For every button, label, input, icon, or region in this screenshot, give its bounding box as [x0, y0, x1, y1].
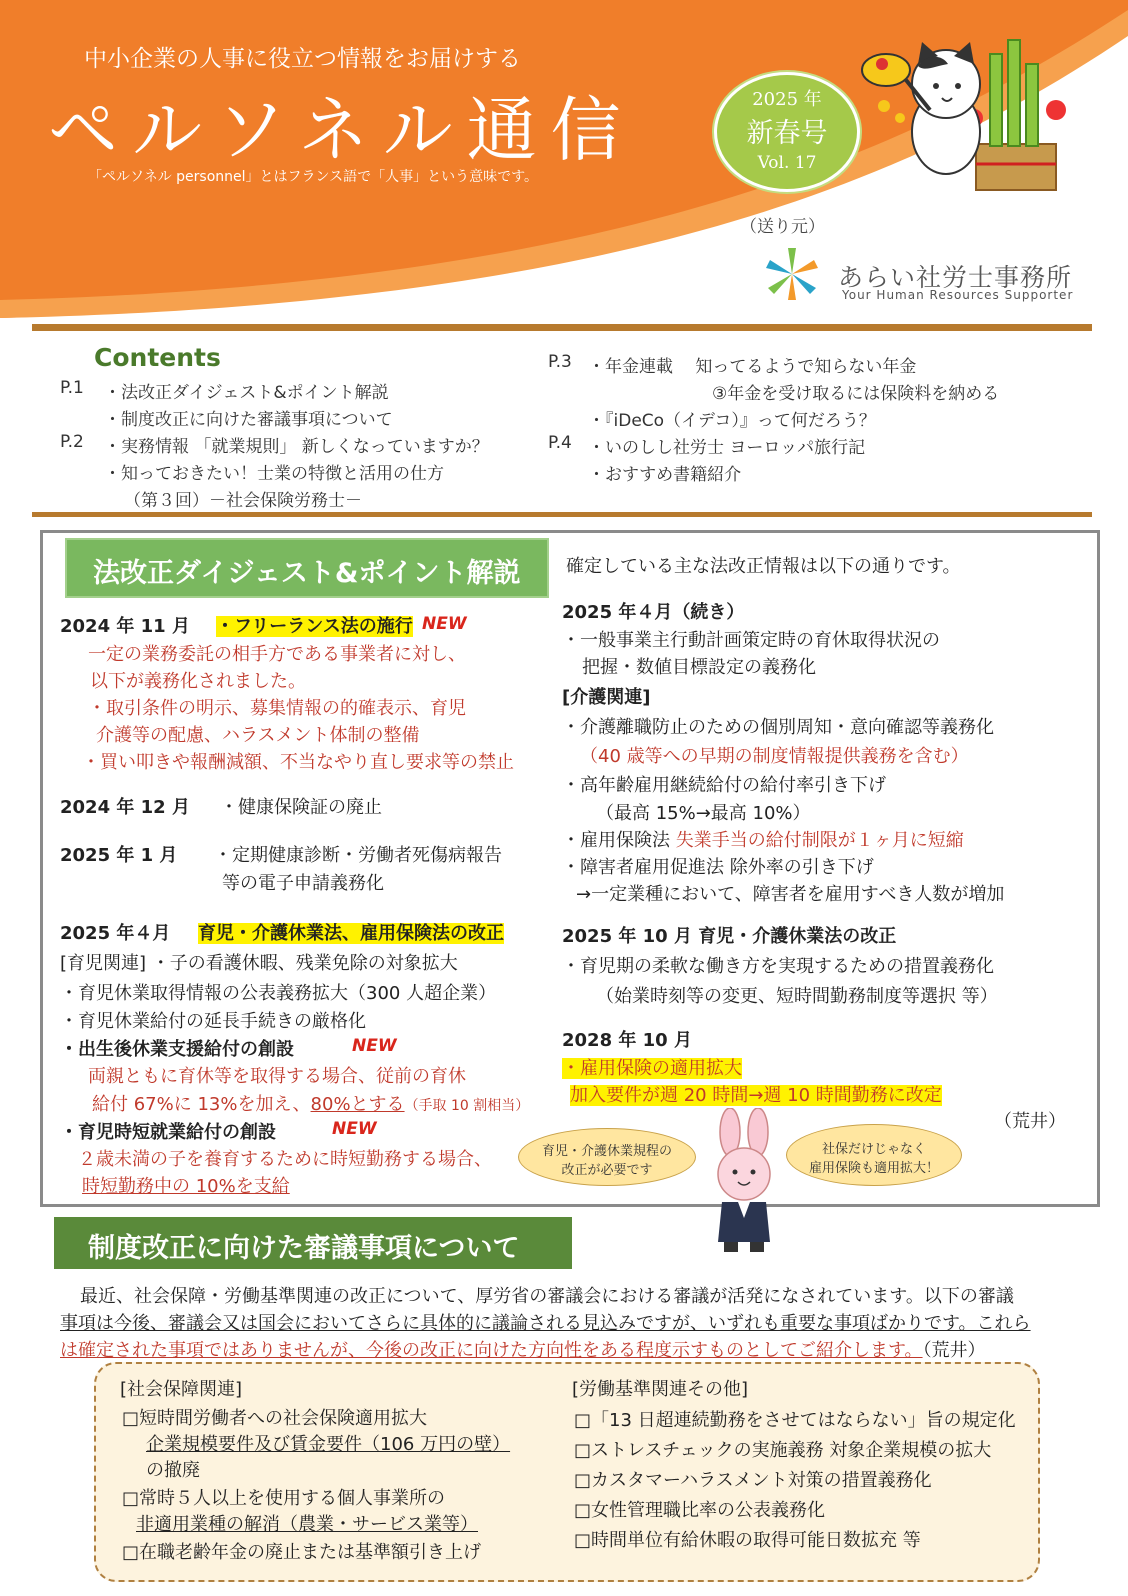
childcare-desc-2a: 給付 67%に 13%を加え、 [92, 1094, 311, 1115]
employment-insurance-change: 失業手当の給付制限が１ヶ月に短縮 [675, 830, 964, 851]
review-para-1: 最近、社会保障・労働基準関連の改正について、厚労省の審議会における審議が活発になされています。以下の審議 [80, 1286, 1014, 1307]
divider-bottom [32, 512, 1092, 517]
toc-left-item-5: （第３回）－社会保険労務士－ [124, 491, 362, 511]
review-author: （荒井） [922, 1340, 986, 1361]
law-digest-heading: 法改正ダイジェスト&ポイント解説 [65, 538, 549, 598]
contents-heading: Contents [94, 343, 221, 372]
labor-item-1: □「13 日超連続勤務をさせてはならない」旨の規定化 [574, 1410, 1016, 1431]
labor-item-2: □ストレスチェックの実施義務 対象企業規模の拡大 [574, 1440, 992, 1461]
freelance-desc-3: ・取引条件の明示、募集情報の的確表示、育児 [88, 698, 466, 719]
e-filing-2: 等の電子申請義務化 [222, 873, 384, 894]
toc-right-item-3: ・『iDeCo（イデコ）』って何だろう？ [588, 411, 876, 431]
sender-label: （送り元） [740, 217, 825, 237]
issue-volume: Vol. 17 [757, 153, 817, 173]
plan-item-2: 把握・数値目標設定の義務化 [582, 657, 816, 678]
toc-right-item-1: ・年金連載 知ってるようで知らない年金 [588, 357, 917, 377]
freelance-desc-5: ・買い叩きや報酬減額、不当なやり直し要求等の禁止 [82, 752, 514, 773]
childcare-desc-2c: （手取 10 割相当） [404, 1098, 530, 1114]
labor-standards-heading: [労働基準関連その他] [572, 1379, 749, 1400]
childcare-desc-4: 時短勤務中の 10%を支給 [82, 1176, 290, 1197]
bubble-right-line-1: 社保だけじゃなく [821, 1142, 926, 1157]
law-intro: 確定している主な法改正情報は以下の通りです。 [566, 556, 961, 577]
toc-left-page-2: P.2 [60, 432, 84, 452]
childcare-item-1: [育児関連] ・子の看護休暇、残業免除の対象拡大 [60, 953, 458, 974]
office-name: あらい社労士事務所 [838, 263, 1073, 292]
law-author: （荒井） [994, 1111, 1066, 1132]
office-tagline: Your Human Resources Supporter [842, 288, 1074, 302]
childcare-law-title: 育児・介護休業法、雇用保険法の改正 [198, 923, 504, 944]
law-date-2028-10: 2028 年 10 月 [562, 1030, 692, 1051]
social-security-item-2: 企業規模要件及び賃金要件（106 万円の壁） [146, 1434, 511, 1455]
new-badge: NEW [352, 1036, 397, 1056]
toc-left-page-1: P.1 [60, 378, 84, 398]
social-security-item-6: □在職老齢年金の廃止または基準額引き上げ [122, 1542, 482, 1563]
childcare-desc-3: ２歳未満の子を養育するために時短勤務する場合、 [78, 1149, 492, 1170]
health-card-abolition: ・健康保険証の廃止 [220, 797, 382, 818]
senior-benefit-1: ・高年齢雇用継続給付の給付率引き下げ [562, 775, 886, 796]
new-badge: NEW [422, 614, 467, 634]
bubble-right-line-2: 雇用保険も適用拡大！ [808, 1161, 939, 1176]
freelance-law-title: ・フリーランス法の施行 [216, 616, 413, 637]
issue-year: 2025 年 [752, 89, 822, 110]
law-date-2025-01: 2025 年 1 月 [60, 845, 178, 866]
social-security-item-3: の撤廃 [146, 1460, 200, 1481]
law-date-2024-12: 2024 年 12 月 [60, 797, 190, 818]
senior-benefit-2: （最高 15%→最高 10%） [596, 803, 811, 824]
plan-item-1: ・一般事業主行動計画策定時の育休取得状況の [562, 630, 940, 651]
speech-bubble-left [518, 1128, 696, 1186]
new-year-cat-illustration [856, 14, 1092, 204]
issue-name: 新春号 [746, 118, 828, 149]
rabbit-mascot-illustration [700, 1108, 788, 1254]
childcare-item-2: ・育児休業取得情報の公表義務拡大（300 人超企業） [60, 983, 497, 1004]
issue-badge [714, 72, 860, 192]
flex-work-item-1: ・育児期の柔軟な働き方を実現するための措置義務化 [562, 956, 994, 977]
law-date-2025-10: 2025 年 10 月 育児・介護休業法の改正 [562, 926, 897, 947]
coverage-item-1: ・雇用保険の適用拡大 [562, 1058, 742, 1079]
law-date-2025-04: 2025 年４月 [60, 923, 171, 944]
childcare-desc-1: 両親ともに育休等を取得する場合、従前の育休 [88, 1066, 466, 1087]
review-heading: 制度改正に向けた審議事項について [54, 1217, 572, 1269]
e-filing-1: ・定期健康診断・労働者死傷病報告 [214, 845, 502, 866]
office-logo-icon [752, 244, 832, 304]
toc-right-item-2: ③年金を受け取るには保険料を納める [712, 384, 1000, 404]
speech-bubble-right [786, 1124, 962, 1186]
toc-right-item-4: ・いのしし社労士 ヨーロッパ旅行記 [588, 438, 866, 458]
toc-left-item-4: ・知っておきたい！士業の特徴と活用の仕方 [104, 464, 444, 484]
toc-left-item-2: ・制度改正に向けた審議事項について [104, 410, 393, 430]
social-security-item-1: □短時間労働者への社会保険適用拡大 [122, 1408, 428, 1429]
review-para-3: は確定された事項ではありませんが、今後の改正に向けた方向性をある程度示すものとしてご紹介します。 [60, 1340, 923, 1361]
social-security-item-4: □常時５人以上を使用する個人事業所の [122, 1488, 446, 1509]
social-security-item-5: 非適用業種の解消（農業・サービス業等） [136, 1514, 478, 1535]
disability-item-1: ・障害者雇用促進法 除外率の引き下げ [562, 857, 874, 878]
freelance-desc-1: 一定の業務委託の相手方である事業者に対し、 [88, 644, 466, 665]
freelance-desc-2: 以下が義務化されました。 [90, 671, 306, 692]
childcare-item-4: ・出生後休業支援給付の創設 [60, 1039, 294, 1060]
childcare-desc-2b: 80%とする [310, 1094, 405, 1115]
labor-item-5: □時間単位有給休暇の取得可能日数拡充 等 [574, 1530, 921, 1551]
toc-left-item-1: ・法改正ダイジェスト&ポイント解説 [104, 383, 389, 403]
bubble-left-line-2: 改正が必要です [561, 1163, 653, 1178]
employment-insurance-label: ・雇用保険法 [562, 830, 676, 851]
law-date-2024-11: 2024 年 11 月 [60, 616, 190, 637]
care-item-2: （40 歳等への早期の制度情報提供義務を含む） [580, 746, 969, 767]
law-date-2025-04-cont: 2025 年４月（続き） [562, 602, 745, 623]
labor-item-3: □カスタマーハラスメント対策の措置義務化 [574, 1470, 932, 1491]
toc-right-item-5: ・おすすめ書籍紹介 [588, 465, 742, 485]
newsletter-tagline: 中小企業の人事に役立つ情報をお届けする [84, 46, 521, 72]
freelance-desc-4: 介護等の配慮、ハラスメント体制の整備 [96, 725, 420, 746]
toc-right-page-4: P.4 [548, 433, 572, 453]
social-security-heading: [社会保障関連] [120, 1379, 243, 1400]
toc-left-item-3: ・実務情報 「就業規則」 新しくなっていますか？ [104, 437, 489, 457]
care-item-1: ・介護離職防止のための個別周知・意向確認等義務化 [562, 717, 994, 738]
bubble-left-line-1: 育児・介護休業規程の [541, 1144, 672, 1159]
labor-item-4: □女性管理職比率の公表義務化 [574, 1500, 826, 1521]
coverage-item-2: 加入要件が週 20 時間→週 10 時間勤務に改定 [570, 1085, 942, 1106]
care-heading: [介護関連] [562, 687, 651, 708]
flex-work-item-2: （始業時刻等の変更、短時間勤務制度等選択 等） [596, 986, 998, 1007]
childcare-item-5: ・育児時短就業給付の創設 [60, 1122, 276, 1143]
newsletter-title: ペルソネル通信 [48, 89, 635, 171]
review-para-2: 事項は今後、審議会又は国会においてさらに具体的に議論される見込みですが、いずれも重要な事項ばかりです。これら [60, 1313, 1031, 1334]
toc-right-page-3: P.3 [548, 352, 572, 372]
disability-item-2: →一定業種において、障害者を雇用すべき人数が増加 [576, 884, 1005, 905]
divider-top [32, 324, 1092, 331]
childcare-item-3: ・育児休業給付の延長手続きの厳格化 [60, 1011, 366, 1032]
title-note: 「ペルソネル personnel」とはフランス語で「人事」という意味です。 [88, 169, 538, 185]
new-badge: NEW [332, 1119, 377, 1139]
